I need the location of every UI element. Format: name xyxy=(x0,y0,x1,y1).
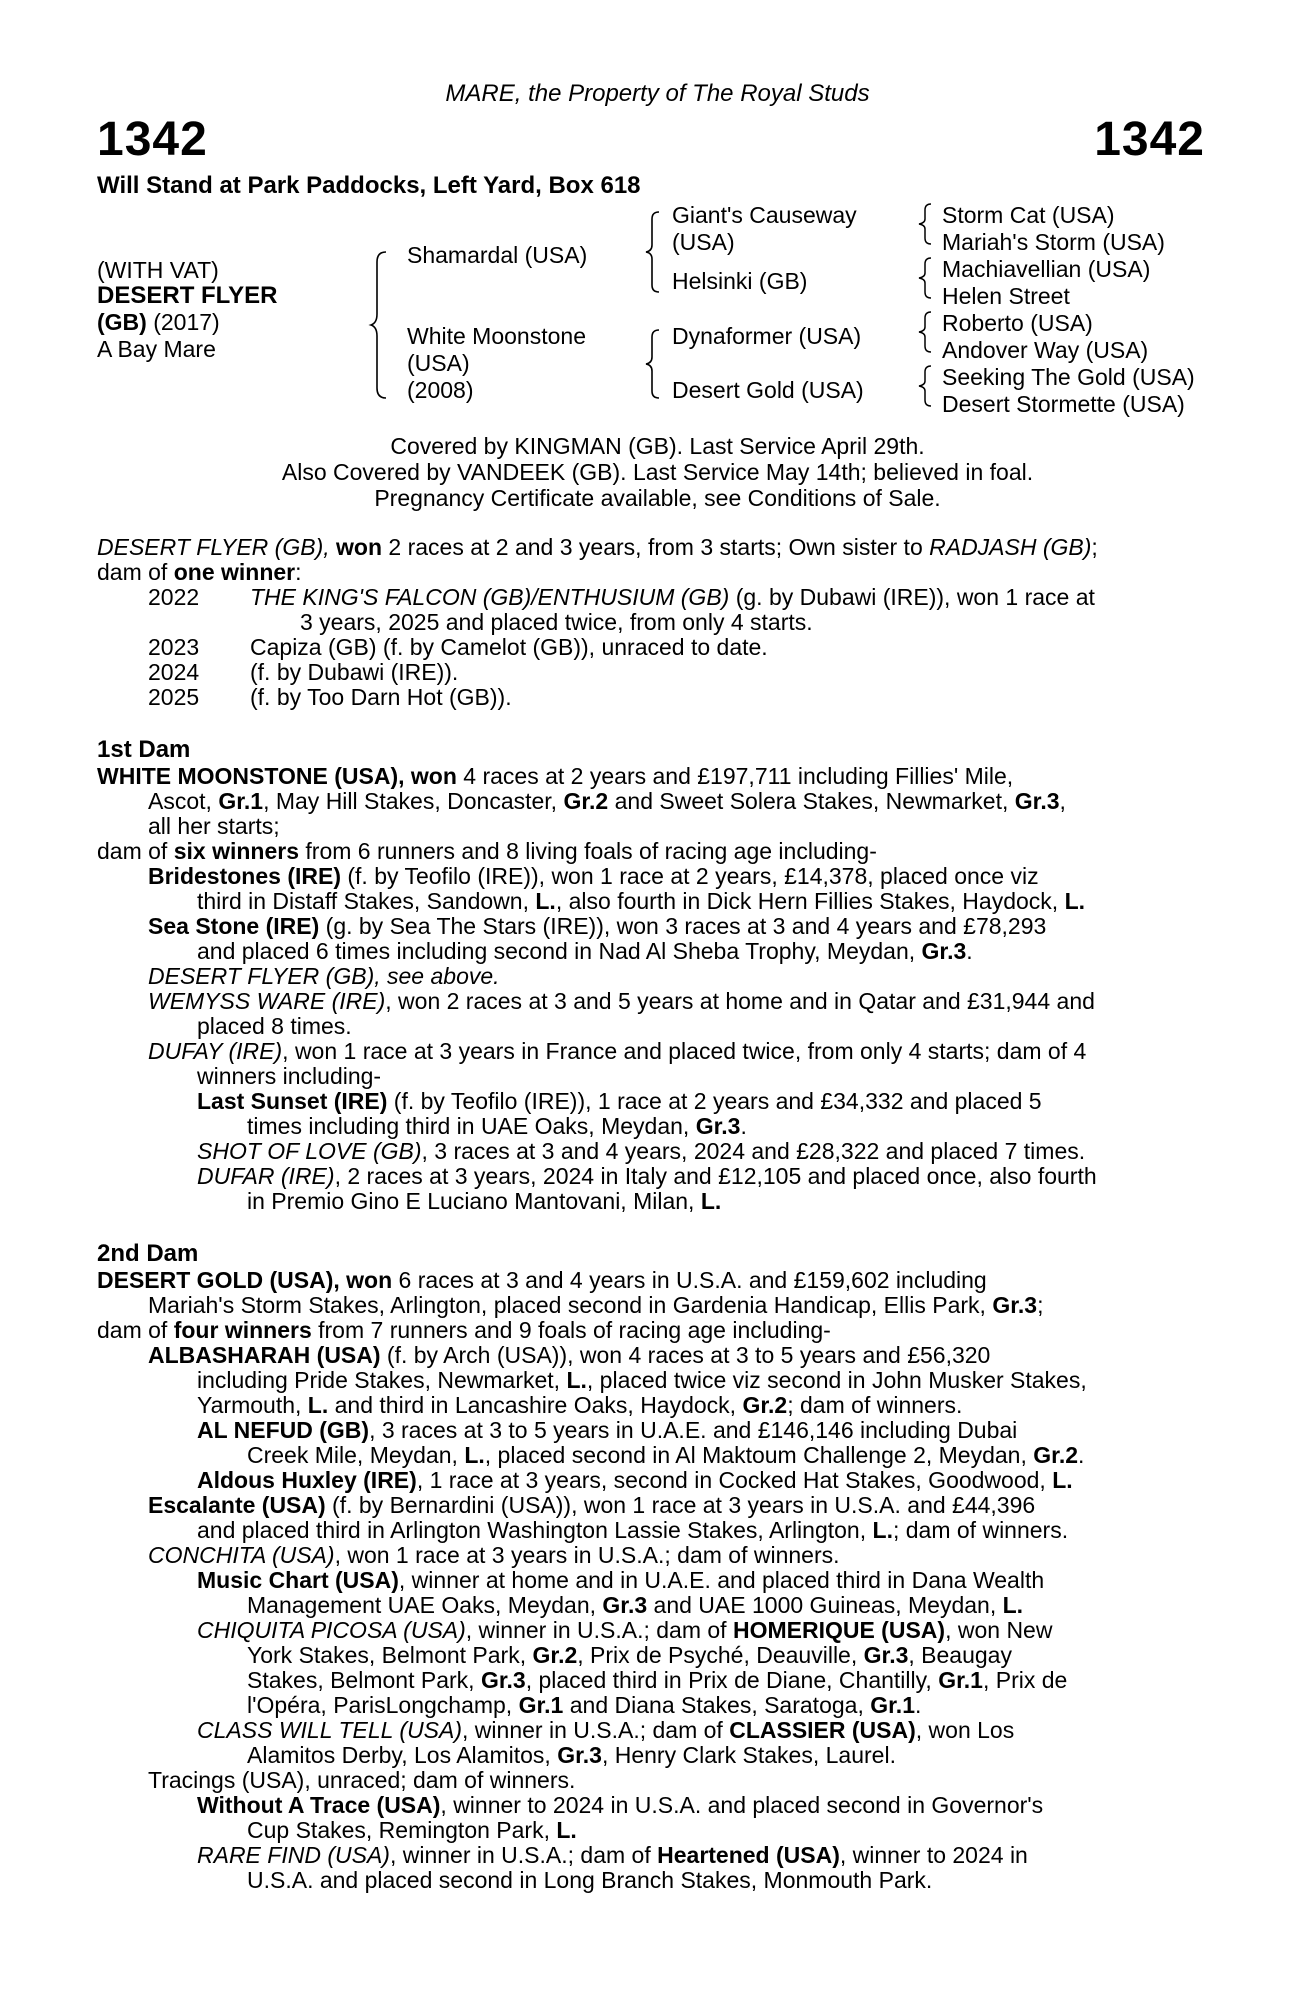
text-fragment: L. xyxy=(1064,888,1086,914)
horse-year: (2017) xyxy=(146,309,220,335)
first-dam-line-1 xyxy=(97,763,1013,789)
tracings: Tracings (USA), unraced; dam of winners. xyxy=(148,1767,576,1793)
intro-punct: ; xyxy=(1091,534,1098,560)
al-nefud-line-1 xyxy=(197,1417,1017,1443)
page-subtitle: MARE, the Property of The Royal Studs xyxy=(445,80,870,107)
dam-sire: Dynaformer (USA) xyxy=(672,323,862,349)
text-fragment: CONCHITA (USA) xyxy=(148,1542,335,1568)
progeny-2022 xyxy=(250,584,1095,610)
brace-2 xyxy=(645,210,665,294)
wemyss-ware-line-1 xyxy=(148,988,1095,1014)
intro-line-2 xyxy=(97,559,302,585)
text-fragment: Escalante (USA) xyxy=(148,1492,326,1518)
text-fragment: and third in Lancashire Oaks, Haydock, xyxy=(328,1392,743,1418)
text-fragment: , 1 race at 3 years, second in Cocked Hat Stakes, Goodwood, xyxy=(416,1467,1053,1493)
sea-stone-line-1 xyxy=(148,913,1046,939)
dam-dam: Desert Gold (USA) xyxy=(672,377,864,403)
intro-colon: : xyxy=(295,559,302,585)
text-fragment: Gr.3 xyxy=(921,938,967,964)
horse-name: DESERT FLYER xyxy=(97,282,278,309)
text-fragment: Aldous Huxley (IRE) xyxy=(197,1467,417,1493)
text-fragment: times including third in UAE Oaks, Meydan, xyxy=(247,1113,696,1139)
class-will-tell-line-2 xyxy=(247,1742,896,1768)
text-fragment: Heartened (USA) xyxy=(657,1842,840,1868)
sea-stone-line-2 xyxy=(197,938,973,964)
text-fragment: , winner in U.S.A.; dam of xyxy=(465,1617,733,1643)
text-fragment: and Diana Stakes, Saratoga, xyxy=(563,1692,871,1718)
progeny-2024-year: 2024 xyxy=(148,659,200,685)
sire-sire-line-1: Giant's Causeway xyxy=(672,202,857,228)
text-fragment: DUFAR (IRE) xyxy=(197,1163,335,1189)
text-fragment: Gr.2 xyxy=(742,1392,788,1418)
wemyss-ware-line-2: placed 8 times. xyxy=(197,1013,352,1039)
chiquita-picosa-line-4 xyxy=(247,1692,921,1718)
progeny-2024: (f. by Dubawi (IRE)). xyxy=(250,659,459,685)
covering-line-2: Also Covered by VANDEEK (GB). Last Service May 14th; believed in foal. xyxy=(281,459,1034,485)
second-dam-heading: 2nd Dam xyxy=(97,1240,199,1267)
text-fragment: L. xyxy=(307,1392,329,1418)
covering-line-1: Covered by KINGMAN (GB). Last Service April 29th. xyxy=(390,433,925,459)
text-fragment: , winner to 2024 in U.S.A. and placed second in Governor's xyxy=(440,1792,1044,1818)
text-fragment: third in Distaff Stakes, Sandown, xyxy=(197,888,536,914)
text-fragment: in Premio Gino E Luciano Mantovani, Milan, xyxy=(247,1188,701,1214)
albasharah-line-2 xyxy=(197,1367,1087,1393)
text-fragment: . xyxy=(915,1692,922,1718)
text-fragment: , winner in U.S.A.; dam of xyxy=(462,1717,730,1743)
text-fragment: L. xyxy=(1002,1592,1024,1618)
second-dam-line-2 xyxy=(148,1292,1043,1318)
brace-4 xyxy=(918,202,934,246)
text-fragment: and UAE 1000 Guineas, Meydan, xyxy=(647,1592,1003,1618)
sire-dam: Helsinki (GB) xyxy=(672,268,808,294)
text-fragment: and Sweet Solera Stakes, Newmarket, xyxy=(608,788,1015,814)
text-fragment: Gr.1 xyxy=(218,788,264,814)
first-dam-line-2 xyxy=(148,788,1066,814)
text-fragment: Without A Trace (USA) xyxy=(197,1792,441,1818)
text-fragment: ALBASHARAH (USA) xyxy=(148,1342,381,1368)
text-fragment: , 3 races at 3 and 4 years, 2024 and £28,322 and placed 7 times. xyxy=(421,1138,1086,1164)
vat-note: (WITH VAT) xyxy=(97,257,219,283)
grand-7: Seeking The Gold (USA) xyxy=(942,364,1195,390)
text-fragment: CLASS WILL TELL (USA) xyxy=(197,1717,463,1743)
brace-6 xyxy=(918,310,934,354)
text-fragment: , won New xyxy=(945,1617,1053,1643)
text-fragment: , xyxy=(1059,788,1066,814)
last-sunset-line-2 xyxy=(247,1113,747,1139)
text-fragment: l'Opéra, ParisLongchamp, xyxy=(247,1692,519,1718)
text-fragment: Gr.3 xyxy=(695,1113,741,1139)
brace-1 xyxy=(370,250,392,400)
text-fragment: RARE FIND (USA) xyxy=(197,1842,390,1868)
brace-7 xyxy=(918,364,934,408)
text-fragment: Ascot, xyxy=(148,788,219,814)
dufay-line-1 xyxy=(148,1038,1086,1064)
grand-5: Roberto (USA) xyxy=(942,310,1093,336)
text-fragment: Gr.1 xyxy=(870,1692,915,1718)
text-fragment: Gr.3 xyxy=(863,1642,909,1668)
text-fragment: , placed third in Prix de Diane, Chantilly, xyxy=(525,1667,939,1693)
text-fragment: . xyxy=(1078,1442,1085,1468)
intro-name: DESERT FLYER (GB), xyxy=(97,534,330,560)
stand-location: Will Stand at Park Paddocks, Left Yard, Box 618 xyxy=(97,172,641,199)
text-fragment: dam of xyxy=(97,838,174,864)
sire: Shamardal (USA) xyxy=(407,242,588,268)
text-fragment: Gr.2 xyxy=(1033,1442,1079,1468)
text-fragment: ; dam of winners. xyxy=(892,1517,1069,1543)
first-dam-heading: 1st Dam xyxy=(97,736,191,763)
text-fragment: L. xyxy=(535,888,556,914)
brace-3 xyxy=(645,328,665,400)
text-fragment: Last Sunset (IRE) xyxy=(197,1088,388,1114)
text-fragment: six winners xyxy=(173,838,299,864)
text-fragment: , 3 races at 3 to 5 years in U.A.E. and £146,146 including Dubai xyxy=(369,1417,1018,1443)
intro-text: 2 races at 2 and 3 years, from 3 starts; Own sister to xyxy=(382,534,930,560)
text-fragment: L. xyxy=(464,1442,485,1468)
text-fragment: , Henry Clark Stakes, Laurel. xyxy=(601,1742,896,1768)
progeny-2022-name: THE KING'S FALCON (GB)/ENTHUSIUM (GB) xyxy=(250,584,730,610)
text-fragment: , winner at home and in U.A.E. and placed third in Dana Wealth xyxy=(398,1567,1045,1593)
text-fragment: including Pride Stakes, Newmarket, xyxy=(197,1367,567,1393)
text-fragment: Music Chart (USA) xyxy=(197,1567,399,1593)
progeny-2023: Capiza (GB) (f. by Camelot (GB)), unraced to date. xyxy=(250,634,768,660)
text-fragment: (f. by Teofilo (IRE)), won 1 race at 2 years, £14,378, placed once viz xyxy=(340,863,1039,889)
dam-line-1: White Moonstone xyxy=(407,323,586,349)
text-fragment: , Prix de Psyché, Deauville, xyxy=(577,1642,864,1668)
text-fragment: (f. by Teofilo (IRE)), 1 race at 2 years and £34,332 and placed 5 xyxy=(387,1088,1042,1114)
class-will-tell-line-1 xyxy=(197,1717,1014,1743)
dufay-line-2: winners including- xyxy=(197,1063,382,1089)
dufar-line-2 xyxy=(247,1188,721,1214)
text-fragment: Mariah's Storm Stakes, Arlington, placed second in Gardenia Handicap, Ellis Park, xyxy=(148,1292,993,1318)
text-fragment: . xyxy=(740,1113,747,1139)
text-fragment: and placed third in Arlington Washington Lassie Stakes, Arlington, xyxy=(197,1517,873,1543)
text-fragment: Gr.3 xyxy=(602,1592,648,1618)
albasharah-line-3 xyxy=(197,1392,962,1418)
grand-4: Helen Street xyxy=(942,283,1070,309)
text-fragment: , also fourth in Dick Hern Fillies Stakes, Haydock, xyxy=(555,888,1065,914)
chiquita-picosa-line-1 xyxy=(197,1617,1052,1643)
covering-line-3: Pregnancy Certificate available, see Conditions of Sale. xyxy=(374,485,941,511)
text-fragment: CLASSIER (USA) xyxy=(729,1717,916,1743)
text-fragment: Yarmouth, xyxy=(197,1392,308,1418)
text-fragment: Gr.1 xyxy=(518,1692,564,1718)
text-fragment: WEMYSS WARE (IRE) xyxy=(148,988,386,1014)
text-fragment: HOMERIQUE (USA) xyxy=(732,1617,946,1643)
grand-3: Machiavellian (USA) xyxy=(942,256,1151,282)
intro-dam-of: dam of xyxy=(97,559,174,585)
text-fragment: AL NEFUD (GB) xyxy=(197,1417,370,1443)
without-a-trace-line-1 xyxy=(197,1792,1043,1818)
text-fragment: Gr.3 xyxy=(557,1742,602,1768)
escalante-line-1 xyxy=(148,1492,1035,1518)
dam-line-2: (USA) xyxy=(407,350,470,376)
text-fragment: and placed 6 times including second in Nad Al Sheba Trophy, Meydan, xyxy=(197,938,922,964)
text-fragment: Alamitos Derby, Los Alamitos, xyxy=(247,1742,558,1768)
text-fragment: , 2 races at 3 years, 2024 in Italy and £12,105 and placed once, also fourth xyxy=(334,1163,1097,1189)
text-fragment: Gr.3 xyxy=(992,1292,1038,1318)
text-fragment: Gr.2 xyxy=(563,788,609,814)
bridestones-line-1 xyxy=(148,863,1039,889)
text-fragment: , placed second in Al Maktoum Challenge 2, Meydan, xyxy=(484,1442,1034,1468)
text-fragment: Sea Stone (IRE) xyxy=(148,913,320,939)
desert-flyer-ref: DESERT FLYER (GB), see above. xyxy=(148,963,500,989)
text-fragment: , Beaugay xyxy=(908,1642,1012,1668)
progeny-2022-cont: 3 years, 2025 and placed twice, from only 4 starts. xyxy=(300,609,813,635)
horse-description: A Bay Mare xyxy=(97,336,216,362)
intro-winners: one winner xyxy=(173,559,296,585)
intro-line-1 xyxy=(97,534,1098,560)
text-fragment: four winners xyxy=(173,1317,312,1343)
brace-5 xyxy=(918,256,934,300)
intro-sibling: RADJASH (GB) xyxy=(929,534,1092,560)
dufar-line-1 xyxy=(197,1163,1097,1189)
grand-1: Storm Cat (USA) xyxy=(942,202,1115,228)
text-fragment: , won 1 race at 3 years in U.S.A.; dam of winners. xyxy=(334,1542,840,1568)
second-dam-line-1 xyxy=(97,1267,987,1293)
aldous-huxley xyxy=(197,1467,1073,1493)
progeny-2023-year: 2023 xyxy=(148,634,200,660)
text-fragment: L. xyxy=(872,1517,893,1543)
lot-number-left: 1342 xyxy=(97,113,208,166)
chiquita-picosa-line-3 xyxy=(247,1667,1067,1693)
horse-origin xyxy=(97,309,220,335)
albasharah-line-1 xyxy=(148,1342,990,1368)
sire-sire-line-2: (USA) xyxy=(672,229,735,255)
grand-6: Andover Way (USA) xyxy=(942,337,1149,363)
text-fragment: , won 1 race at 3 years in France and placed twice, from only 4 starts; dam of 4 xyxy=(282,1038,1087,1064)
text-fragment: Stakes, Belmont Park, xyxy=(247,1667,481,1693)
text-fragment: Gr.2 xyxy=(532,1642,578,1668)
text-fragment: Gr.3 xyxy=(480,1667,526,1693)
text-fragment: , won Los xyxy=(915,1717,1015,1743)
first-dam-line-4 xyxy=(97,838,877,864)
al-nefud-line-2 xyxy=(247,1442,1084,1468)
grand-8: Desert Stormette (USA) xyxy=(942,391,1185,417)
text-fragment: SHOT OF LOVE (GB) xyxy=(197,1138,422,1164)
first-dam-line-3: all her starts; xyxy=(148,813,280,839)
text-fragment: . xyxy=(966,938,973,964)
text-fragment: L. xyxy=(700,1188,722,1214)
text-fragment: , won 2 races at 3 and 5 years at home and in Qatar and £31,944 and xyxy=(385,988,1095,1014)
dam-line-3: (2008) xyxy=(407,377,474,403)
text-fragment: ; xyxy=(1037,1292,1044,1318)
text-fragment: Creek Mile, Meydan, xyxy=(247,1442,465,1468)
progeny-2022-text: (g. by Dubawi (IRE)), won 1 race at xyxy=(729,584,1095,610)
text-fragment: dam of xyxy=(97,1317,174,1343)
progeny-2022-year: 2022 xyxy=(148,584,200,610)
chiquita-picosa-line-2 xyxy=(247,1642,1012,1668)
text-fragment: Gr.1 xyxy=(938,1667,983,1693)
text-fragment: (f. by Arch (USA)), won 4 races at 3 to 5 years and £56,320 xyxy=(380,1342,991,1368)
progeny-2025: (f. by Too Darn Hot (GB)). xyxy=(250,684,512,710)
first-dam-name: WHITE MOONSTONE (USA), won xyxy=(97,763,457,789)
progeny-2025-year: 2025 xyxy=(148,684,200,710)
conchita xyxy=(148,1542,840,1568)
text-fragment: York Stakes, Belmont Park, xyxy=(247,1642,533,1668)
text-fragment: 6 races at 3 and 4 years in U.S.A. and £159,602 including xyxy=(392,1267,987,1293)
text-fragment: DUFAY (IRE) xyxy=(148,1038,283,1064)
text-fragment: DESERT GOLD (USA), won xyxy=(97,1267,393,1293)
text-fragment: (g. by Sea The Stars (IRE)), won 3 races at 3 and 4 years and £78,293 xyxy=(319,913,1047,939)
shot-of-love xyxy=(197,1138,1085,1164)
text-fragment: from 6 runners and 8 living foals of racing age including- xyxy=(299,838,877,864)
escalante-line-2 xyxy=(197,1517,1068,1543)
second-dam-line-3 xyxy=(97,1317,831,1343)
text-fragment: CHIQUITA PICOSA (USA) xyxy=(197,1617,466,1643)
text-fragment: , winner in U.S.A.; dam of xyxy=(389,1842,658,1868)
text-fragment: , May Hill Stakes, Doncaster, xyxy=(263,788,564,814)
text-fragment: ; dam of winners. xyxy=(787,1392,963,1418)
text-fragment: L. xyxy=(1052,1467,1073,1493)
music-chart-line-2 xyxy=(247,1592,1023,1618)
without-a-trace-line-2 xyxy=(247,1817,577,1843)
grand-2: Mariah's Storm (USA) xyxy=(942,229,1165,255)
music-chart-line-1 xyxy=(197,1567,1044,1593)
text-fragment: (f. by Bernardini (USA)), won 1 race at 3 years in U.S.A. and £44,396 xyxy=(325,1492,1036,1518)
text-fragment: Cup Stakes, Remington Park, xyxy=(247,1817,557,1843)
horse-country: (GB) xyxy=(97,309,147,335)
text-fragment: L. xyxy=(566,1367,587,1393)
text-fragment: , Prix de xyxy=(982,1667,1068,1693)
first-dam-text: 4 races at 2 years and £197,711 including Fillies' Mile, xyxy=(456,763,1014,789)
intro-won: won xyxy=(336,534,383,560)
last-sunset-line-1 xyxy=(197,1088,1042,1114)
text-fragment: Management UAE Oaks, Meydan, xyxy=(247,1592,603,1618)
text-fragment: from 7 runners and 9 foals of racing age including- xyxy=(311,1317,831,1343)
text-fragment: Bridestones (IRE) xyxy=(148,863,341,889)
text-fragment: , winner to 2024 in xyxy=(839,1842,1028,1868)
lot-number-right: 1342 xyxy=(1094,113,1205,166)
bridestones-line-2 xyxy=(197,888,1085,914)
rare-find-line-1 xyxy=(197,1842,1028,1868)
text-fragment: , placed twice viz second in John Musker Stakes, xyxy=(586,1367,1087,1393)
text-fragment: L. xyxy=(556,1817,577,1843)
text-fragment: Gr.3 xyxy=(1014,788,1060,814)
rare-find-line-2: U.S.A. and placed second in Long Branch Stakes, Monmouth Park. xyxy=(247,1867,933,1893)
